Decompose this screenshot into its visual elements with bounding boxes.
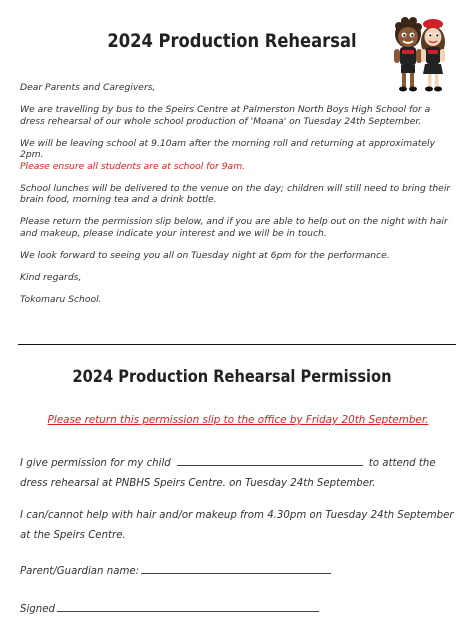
permission-statement	[20, 454, 456, 494]
girl-mascot-icon	[421, 19, 445, 92]
letter-paragraph-return-slip: Please return the permission slip below, and if you are able to help out on the night with hair and makeup, please indicate your interest and we will be in touch.	[20, 216, 448, 239]
guardian-name-field[interactable]	[141, 562, 331, 574]
letter-paragraph-bus: We are travelling by bus to the Speirs Centre at Palmerston North Boys High School for a dress rehearsal of our whole school production of 'Moana' on Tuesday 24th September.	[20, 103, 431, 127]
letter-paragraph-lunch: School lunches will be delivered to the venue on the day; children will still need to bring their brain food, morning tea and a drink bottle.	[20, 182, 451, 206]
return-deadline-notice: Please return this permission slip to the office by Friday 20th September.	[47, 414, 429, 426]
arrival-notice: Please ensure all students are at school for 9am.	[20, 160, 246, 172]
letter-body	[20, 82, 456, 316]
page-title: 2024 Production Rehearsal	[107, 30, 357, 52]
permission-start: I give permission for my child	[20, 458, 171, 469]
signature-row	[20, 600, 456, 620]
help-statement: I can/cannot help with hair and/or makeup from 4.30pm on Tuesday 24th September at the Speirs Centre.	[20, 510, 454, 541]
letter-greeting: Dear Parents and Caregivers,	[20, 82, 156, 93]
permission-slip-form	[20, 454, 456, 620]
boy-mascot-icon	[394, 17, 422, 92]
signature-field[interactable]	[57, 600, 319, 612]
letter-signature: Tokomaru School.	[20, 293, 102, 305]
departure-text: We will be leaving school at 9.10am after the morning roll and returning at approximately 2pm.	[20, 137, 436, 161]
child-name-field[interactable]	[177, 454, 363, 466]
section-divider	[18, 344, 456, 345]
permission-end: to attend the dress rehearsal at PNBHS Speirs Centre. on Tuesday 24th September.	[20, 458, 436, 489]
slip-title: 2024 Production Rehearsal Permission	[72, 367, 392, 387]
guardian-row	[20, 562, 456, 582]
letter-closing: Kind regards,	[20, 271, 82, 283]
letter-paragraph-performance: We look forward to seeing you all on Tuesday night at 6pm for the performance.	[20, 249, 390, 261]
guardian-label: Parent/Guardian name:	[20, 566, 140, 577]
signed-label: Signed	[20, 604, 55, 615]
letter-paragraph-times	[20, 138, 456, 173]
